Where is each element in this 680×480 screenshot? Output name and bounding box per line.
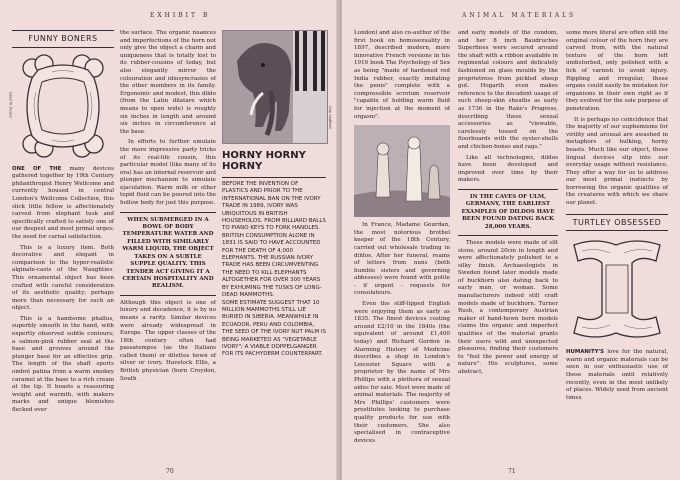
- paragraph: In France, Madame Gourdan, the most notorious brothel keeper of the 18th Century, carried out wholesale trading in dildos. After her funeral, reams of letters from nuns (both humble sisters and governing abbesses) were found with polite - if urgent - requests for consolateurs.: [354, 222, 450, 297]
- caps-paragraph: BRITISH CONSUMPTION ALONE IN 1831 IS SAID TO HAVE ACCOUNTED FOR THE DEATH OF 4,000 ELEPHANTS. THE RUSSIAN IVORY TRADE HAS BEEN CIRCUMVENTING THE NEED TO KILL ELEPHANTS ALTOGETHER FOR OVER 300 YEARS BY EXHUMING THE TUSKS OF LONG-DEAD MAMMOTHS.: [222, 232, 322, 299]
- paragraph: It is perhaps no coincidence that the majority of our euphemisms for virility and arousal are awashed in metaphors of hulking, horny beasts. Much like our object, these lingual devices slip into our everyday usage without resistance. They offer a way for us to address our most primal instincts by borrowing the organic qualities of the creatures with which we share our planet.: [566, 116, 668, 207]
- lead-in-humanitys: HUMANITY'S: [566, 349, 605, 356]
- ivory-carvings-image: [354, 125, 450, 217]
- paragraph: These models were made of silt stone, around 20cm in length and were affectionately polished to a silky finish. Archaeologists in Sweden found later models made of buckhorn also dating back to early man, or woman. Some manufacturers indeed still craft models made of buckhorn. Turner Rush, a contemporary Austrian maker of hand-hewn horn models claims the organic and imperfect qualities of the material grants their users wild and unexpected pleasures, finding their customers to "feel the power and energy of nature". His sculptures, some abstract,: [458, 239, 558, 375]
- horn-frame-icon: [566, 235, 668, 343]
- running-head-right: ANIMAL MATERIALS: [462, 12, 577, 19]
- section-heading-funny-boners: FUNNY BONERS: [12, 30, 114, 48]
- paragraph: In efforts to further emulate the more impressive party tricks of its real-life cousin, this particular model (like many of its era) has an internal reservoir and plunger mechanism to simulate ejaculation. Warm milk or other tepid fluid can be poured into the hollow body for just this purpose.: [120, 139, 216, 207]
- section-heading-turtley-obsessed: TURTLEY OBSESSED: [566, 214, 668, 232]
- paragraph: and early models of the condom, and her 8 inch Baudruches Superfines were secured around the shaft with a ribbon available in regimental colours and delicately fashioned on glass moulds by the proprietress from pickled sheep gut. Hogarth even makes reference to the decadent usage of such sheep-skin sheaths as early as 1736 in the Rake's Progress, describing these sexual accessories as "viewable, carelessly tossed on the floorboards with the oyster-shells and chicken-bones and rags.": [458, 30, 558, 150]
- column-horny-horny: [222, 150, 326, 359]
- section-heading-horny-horny: HORNY HORNY HORNY: [222, 150, 306, 172]
- left-page: [0, 0, 338, 480]
- folio-left: 70: [166, 468, 174, 475]
- caps-paragraph: BEFORE THE INVENTION OF PLASTICS AND PRIOR TO THE INTERNATIONAL BAN ON THE IVORY TRADE IN 1989, IVORY WAS UBIQUITOUS IN BRITISH HOUSEHOLDS. FROM BILLIARD BALLS TO PIANO KEYS TO FORK HANDLES.: [222, 181, 326, 232]
- column-1-right: [354, 30, 450, 448]
- paragraph: This is a handsome phallus, superbly smooth in the hand, with expertly observed subtle contours; a salmon-pink rubber seal at the base and grooves around the plunger base for an effective grip. The length of the shaft sports ombré patina from a warm smokey caramel at the base to a rich cream at the tip. It boasts a reassuring weight and warmth, with makers marks and unique blemishes flecked over: [12, 315, 114, 413]
- paragraph: love for the natural, warm and organic materials can be seen in our enthusiastic use of these materials until relatively recently, even in the most unlikely of places. Widely used from ancient times: [566, 349, 668, 401]
- caps-paragraph: SOME ESTIMATE SUGGEST THAT 10 MILLION MAMMOTHS STILL LIE BURIED IN SIBERIA. MEANWHILE IN ECUADOR, PERU AND COLOMBIA, THE SEED OF THE IVORY NUT PALM IS BEING MARKETED AS "VEGETABLE IVORY"; A VIABLE DOPPELGANGER FOR ITS PACHYDERM COUNTERPART.: [222, 299, 326, 358]
- elephant-ivory-image: [223, 31, 327, 143]
- paragraph: many devices gathered together by 19th Century philanthropist Henry Wellcome and currently housed in central London's Wellcome Collection, this slick little fellow is affectionately carved from elephant tusk and specifically crafted to satisfy one of our deepest and most primal urges; the need for carnal satisfaction.: [12, 165, 115, 240]
- folio-right: 71: [508, 468, 516, 475]
- column-2-right: [458, 30, 558, 380]
- pull-quote: WHEN SUBMERGED IN A BOWL OF BODY TEMPERATURE WATER AND FILLED WITH SIMILARLY WARM LIQUID, THE OBJECT TAKES ON A SUBTLE SUPPLE QUALITY. THIS TENDER ACT GIVING IT A CERTAIN HOSPITALITY AND REALISM.: [120, 212, 216, 296]
- paragraph: some more literal are often still the original colour of the horn they are carved from, with the natural texture of the horn left undisturbed, only polished with a lick of varnish to avoid injury. Rippling and irregular, these organs could easily be mistaken for organisms in their own right as if they evolved for the sole purpose of penetration.: [566, 30, 668, 112]
- lead-in-one-of-the: ONE OF THE: [12, 165, 62, 172]
- paragraph: Like all technologies, dildos have been developed and improved over time by their makers.: [458, 154, 558, 184]
- paragraph: London) and also co-author of the first book on homosexuality in 1897, described modern, more innovative French versions in his 1910 book The Psychology of Sex as being "made of hardened red India rubber, exactly imitating the penis" complete with a compressible scrotum reservoir "capable of holding warm fluid for injection at the moment of orgasm".: [354, 30, 451, 120]
- photo-ivory-figures: [354, 125, 450, 217]
- paragraph: Although this object is one of luxury and decadence, it is by no means a rarity. Similar devices were already widespread in Europe. The upper classes of the 18th century often had passatempos (as the Italians called them) or dilettos hewn of silver or ivory. Havelock Ellis, a British physician (born Croydon, South: [120, 299, 216, 382]
- illustration-bone-frame: [8, 52, 114, 160]
- running-head-left: EXHIBIT B: [150, 12, 211, 19]
- paragraph: This is a luxury item. Both decorative and elegant in comparison to the hyper-realistic alginate-casts of the Naughties. This ornamental object has been crafted with careful consideration of its aesthetic quality; perhaps more than necessary for such an object.: [12, 244, 114, 312]
- pull-quote: IN THE CAVES OF ULM, GERMANY, THE EARLIEST EXAMPLES OF DILDOS HAVE BEEN FOUND DATING BACK 28,000 YEARS.: [458, 189, 558, 236]
- column-2-left: [120, 30, 216, 386]
- paragraph: Even the stiff-lipped English were enjoying them as early as 1835. The finest devices costing around £2/10 in the 1840s (the equivalent of around £1,400 today) and Richard Gordon in Alarming History of Medicine describes a shop in London's Leicester Square with a proprietor by the name of Mrs Phillips with a plethora of sexual aides for sale. Most were made of animal materials. The majority of Mrs Phillips' customers were prostitutes looking to purchase quality products for use with their customers. She also specialised in contraceptive devices: [354, 301, 451, 444]
- paragraph: the surface. The organic nuances and imperfections of the horn not only give the object a charm and uniqueness that is totally lost to its rubber-cousins of today, but also elegantly mirror the colouration and idiosyncrasies of the other members in its family. Ergonomic and modest, this dildo (from the Latin dilatare which means to open wide) is roughly six inches in length and around six inches in circumference at the base.: [120, 30, 216, 135]
- credit-photographer: Dan Stafford: [328, 106, 332, 129]
- credit-illustrator: Brad W. Foster: [8, 91, 13, 118]
- bone-frame-icon: [12, 52, 114, 160]
- right-page: [342, 0, 680, 480]
- column-funny-boners: [8, 30, 115, 418]
- photo-ivory-elephant: [222, 30, 328, 144]
- column-3-right: [566, 30, 668, 405]
- illustration-horn-frame: [566, 235, 668, 343]
